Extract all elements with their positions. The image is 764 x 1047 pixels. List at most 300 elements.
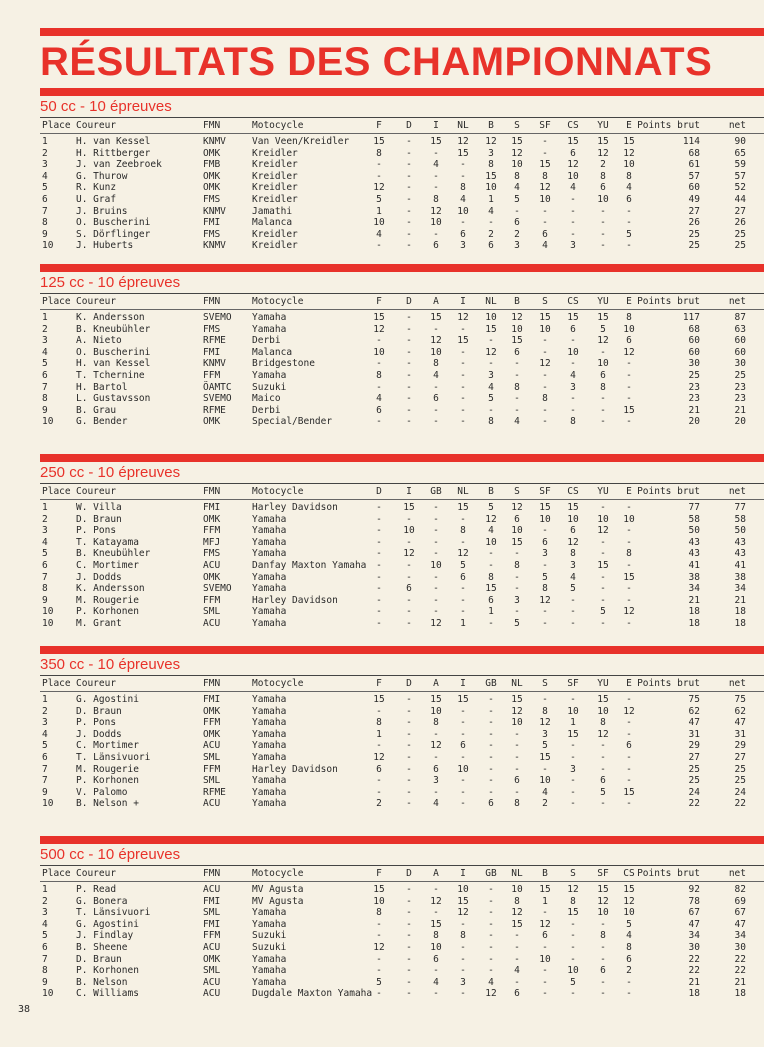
table-cell: Yamaha — [252, 740, 287, 752]
table-cell: 22 — [734, 798, 746, 810]
table-cell: Yamaha — [252, 965, 287, 977]
table-cell: J. Huberts — [76, 240, 134, 252]
table-cell: - — [570, 786, 576, 798]
table-cell: 69 — [734, 895, 746, 907]
table-cell: - — [542, 381, 548, 393]
table-cell: 6 — [542, 228, 548, 240]
table-cell: 10 — [539, 194, 551, 205]
table-cell: - — [542, 988, 548, 1000]
table-cell: - — [626, 502, 632, 513]
table-cell: - — [433, 594, 439, 606]
table-cell: - — [542, 606, 548, 618]
table-cell: 8 — [376, 717, 382, 729]
table-cell: U. Graf — [76, 194, 117, 205]
table-cell: - — [376, 786, 382, 798]
column-header: F — [376, 678, 382, 689]
table-cell: ACU — [203, 798, 221, 810]
column-header: F — [376, 296, 382, 307]
table-cell: - — [460, 583, 466, 595]
section-rule — [40, 865, 764, 866]
column-header: NL — [511, 678, 523, 689]
table-cell: - — [600, 416, 606, 428]
table-cell: 15 — [567, 728, 579, 740]
table-row — [40, 560, 764, 572]
table-cell: 15 — [485, 583, 497, 595]
column-header: S — [570, 868, 576, 879]
table-cell: Special/Bender — [252, 416, 333, 428]
table-row — [40, 148, 764, 160]
table-cell: M. Rougerie — [76, 594, 139, 606]
table-cell: Suzuki — [252, 930, 287, 942]
table-cell: - — [514, 786, 520, 798]
table-cell: 4 — [42, 728, 48, 740]
table-cell: 6 — [376, 763, 382, 775]
table-cell: - — [514, 752, 520, 763]
table-cell: W. Villa — [76, 502, 122, 513]
table-cell: J. van Zeebroek — [76, 159, 162, 171]
section-rule — [40, 293, 764, 294]
table-cell: 25 — [688, 775, 700, 787]
table-cell: 6 — [433, 763, 439, 775]
table-cell: 4 — [542, 240, 548, 252]
table-cell: 10 — [430, 217, 442, 229]
table-cell: 10 — [42, 606, 54, 618]
section-title: 50 cc - 10 épreuves — [40, 98, 172, 115]
table-cell: - — [433, 884, 439, 895]
column-header: Place — [42, 868, 71, 879]
table-cell: - — [406, 694, 412, 705]
results-section — [40, 454, 764, 636]
table-cell: - — [600, 594, 606, 606]
table-cell: - — [460, 159, 466, 171]
table-cell: SML — [203, 907, 221, 919]
table-cell: - — [570, 594, 576, 606]
table-cell: 27 — [688, 205, 700, 217]
table-cell: - — [626, 594, 632, 606]
table-row — [40, 382, 764, 394]
table-cell: B. Kneubühler — [76, 548, 151, 560]
table-cell: 6 — [514, 988, 520, 1000]
table-cell: 4 — [42, 536, 48, 548]
table-cell: G. Bonera — [76, 895, 128, 907]
table-cell: 5 — [514, 194, 520, 205]
table-cell: - — [542, 694, 548, 705]
table-cell: OMK — [203, 953, 221, 965]
column-header: E — [626, 678, 632, 689]
table-cell: 10 — [485, 312, 497, 323]
table-cell: 18 — [688, 618, 700, 629]
table-cell: - — [406, 606, 412, 618]
table-cell: 34 — [688, 930, 700, 942]
table-cell: MV Agusta — [252, 895, 304, 907]
table-cell: ACU — [203, 988, 221, 1000]
table-row — [40, 977, 764, 989]
column-header: Points brut — [637, 868, 700, 879]
table-cell: Yamaha — [252, 705, 287, 717]
column-header: Coureur — [76, 678, 117, 689]
table-cell: 8 — [488, 159, 494, 171]
table-cell: - — [626, 775, 632, 787]
table-cell: - — [488, 752, 494, 763]
table-cell: 3 — [42, 907, 48, 919]
table-cell: OMK — [203, 705, 221, 717]
table-cell: - — [460, 170, 466, 182]
column-header: CS — [567, 120, 579, 131]
table-cell: 1 — [488, 194, 494, 205]
column-header: net — [728, 486, 746, 497]
table-cell: 30 — [734, 942, 746, 953]
table-cell: 4 — [570, 370, 576, 381]
table-cell: 10 — [623, 907, 635, 919]
table-cell: - — [626, 358, 632, 370]
table-cell: FMI — [203, 918, 221, 930]
table-cell: 1 — [376, 205, 382, 217]
column-header: Motocycle — [252, 120, 304, 131]
column-header: Points brut — [637, 486, 700, 497]
table-cell: 25 — [734, 240, 746, 252]
table-cell: - — [433, 536, 439, 548]
table-cell: - — [570, 217, 576, 229]
table-row — [40, 606, 764, 618]
table-cell: 4 — [626, 930, 632, 942]
table-cell: 10 — [567, 965, 579, 977]
table-cell: KNMV — [203, 358, 226, 370]
table-cell: 10 — [597, 358, 609, 370]
table-cell: C. Williams — [76, 988, 139, 1000]
table-cell: 12 — [430, 335, 442, 347]
column-header: I — [460, 868, 466, 879]
table-cell: Maico — [252, 393, 281, 405]
table-cell: 10 — [373, 346, 385, 358]
table-row — [40, 954, 764, 966]
table-row — [40, 583, 764, 595]
table-cell: FFM — [203, 370, 221, 381]
table-cell: 2 — [376, 798, 382, 810]
table-row — [40, 548, 764, 560]
table-cell: - — [542, 907, 548, 919]
table-cell: 3 — [42, 525, 48, 537]
table-cell: - — [406, 775, 412, 787]
table-cell: 15 — [623, 884, 635, 895]
table-cell: - — [376, 548, 382, 560]
column-header: Coureur — [76, 486, 117, 497]
table-cell: Dugdale Maxton Yamaha — [252, 988, 373, 1000]
table-cell: 10 — [567, 705, 579, 717]
table-cell: - — [460, 717, 466, 729]
table-cell: - — [376, 381, 382, 393]
table-cell: - — [406, 335, 412, 347]
table-cell: - — [514, 976, 520, 988]
column-header: Coureur — [76, 120, 117, 131]
table-cell: - — [542, 416, 548, 428]
table-cell: 12 — [511, 907, 523, 919]
table-cell: 8 — [488, 571, 494, 583]
table-row — [40, 335, 764, 347]
table-cell: 12 — [430, 740, 442, 752]
table-cell: SML — [203, 775, 221, 787]
table-cell: 2 — [514, 228, 520, 240]
table-cell: 21 — [688, 404, 700, 416]
table-cell: - — [406, 884, 412, 895]
table-cell: T. Länsivuori — [76, 907, 151, 919]
table-cell: - — [406, 717, 412, 729]
table-cell: - — [433, 404, 439, 416]
table-cell: Harley Davidson — [252, 594, 338, 606]
table-cell: FMI — [203, 217, 221, 229]
table-cell: 1 — [542, 895, 548, 907]
table-cell: 12 — [539, 358, 551, 370]
table-cell: - — [433, 907, 439, 919]
table-cell: - — [406, 182, 412, 194]
table-cell: - — [406, 705, 412, 717]
table-cell: - — [406, 740, 412, 752]
table-row — [40, 618, 764, 630]
table-cell: - — [626, 393, 632, 405]
table-cell: 10 — [42, 618, 54, 629]
table-cell: 3 — [488, 370, 494, 381]
table-cell: 1 — [488, 606, 494, 618]
section-red-bar — [40, 646, 764, 654]
table-cell: 15 — [511, 694, 523, 705]
table-cell: 8 — [460, 930, 466, 942]
column-header: B — [514, 296, 520, 307]
table-header — [40, 486, 764, 498]
table-cell: K. Andersson — [76, 583, 145, 595]
table-cell: 21 — [688, 976, 700, 988]
table-row — [40, 217, 764, 229]
table-cell: 8 — [433, 930, 439, 942]
table-cell: - — [376, 159, 382, 171]
table-cell: 15 — [511, 136, 523, 147]
table-cell: 9 — [42, 594, 48, 606]
table-cell: 41 — [688, 560, 700, 571]
table-cell: Derbi — [252, 335, 281, 347]
table-cell: - — [406, 786, 412, 798]
table-cell: 4 — [488, 381, 494, 393]
table-cell: FFM — [203, 763, 221, 775]
table-cell: Yamaha — [252, 370, 287, 381]
column-header: Motocycle — [252, 868, 304, 879]
table-cell: 12 — [597, 525, 609, 537]
table-cell: 4 — [460, 194, 466, 205]
table-cell: 10 — [430, 705, 442, 717]
table-cell: 15 — [623, 571, 635, 583]
table-cell: - — [433, 988, 439, 1000]
table-cell: 7 — [42, 775, 48, 787]
column-header: FMN — [203, 678, 221, 689]
table-cell: 29 — [734, 740, 746, 752]
table-cell: 4 — [514, 965, 520, 977]
table-cell: 57 — [688, 170, 700, 182]
table-cell: 12 — [567, 884, 579, 895]
table-cell: G. Agostini — [76, 918, 139, 930]
table-cell: 10 — [373, 217, 385, 229]
table-cell: Yamaha — [252, 798, 287, 810]
table-cell: 2 — [42, 147, 48, 159]
table-cell: L. Gustavsson — [76, 393, 151, 405]
table-cell: - — [406, 228, 412, 240]
table-cell: 114 — [682, 136, 700, 147]
table-cell: - — [542, 404, 548, 416]
table-cell: - — [406, 205, 412, 217]
table-cell: 12 — [511, 705, 523, 717]
table-cell: - — [433, 571, 439, 583]
table-cell: - — [600, 953, 606, 965]
table-cell: Yamaha — [252, 752, 287, 763]
table-cell: - — [460, 953, 466, 965]
table-cell: - — [488, 560, 494, 571]
table-cell: - — [376, 918, 382, 930]
table-cell: OMK — [203, 571, 221, 583]
table-cell: - — [406, 240, 412, 252]
table-cell: - — [542, 763, 548, 775]
table-cell: 12 — [485, 346, 497, 358]
table-cell: 6 — [42, 194, 48, 205]
table-cell: 6 — [42, 942, 48, 953]
table-cell: - — [542, 560, 548, 571]
table-cell: - — [626, 728, 632, 740]
table-cell: 23 — [734, 381, 746, 393]
table-cell: 5 — [460, 560, 466, 571]
table-cell: 12 — [597, 147, 609, 159]
table-cell: - — [488, 786, 494, 798]
table-cell: - — [376, 606, 382, 618]
table-cell: 24 — [688, 786, 700, 798]
table-cell: - — [376, 502, 382, 513]
table-cell: - — [460, 705, 466, 717]
table-cell: Kreidler — [252, 182, 298, 194]
table-cell: - — [460, 381, 466, 393]
table-row — [40, 965, 764, 977]
table-cell: 15 — [511, 335, 523, 347]
table-cell: - — [626, 618, 632, 629]
column-header: B — [542, 868, 548, 879]
table-cell: 6 — [433, 240, 439, 252]
table-cell: 43 — [688, 548, 700, 560]
table-cell: Yamaha — [252, 976, 287, 988]
column-header: D — [406, 120, 412, 131]
table-cell: 12 — [511, 502, 523, 513]
table-cell: - — [460, 606, 466, 618]
table-cell: 68 — [688, 323, 700, 335]
table-cell: 12 — [457, 548, 469, 560]
table-cell: - — [570, 930, 576, 942]
table-cell: Malanca — [252, 217, 293, 229]
column-header: Place — [42, 296, 71, 307]
table-cell: 59 — [734, 159, 746, 171]
table-cell: B. Nelson — [76, 976, 128, 988]
table-cell: Derbi — [252, 404, 281, 416]
table-row — [40, 694, 764, 706]
table-cell: 15 — [539, 502, 551, 513]
table-cell: - — [600, 393, 606, 405]
table-cell: Yamaha — [252, 525, 287, 537]
table-cell: - — [433, 752, 439, 763]
table-cell: Suzuki — [252, 942, 287, 953]
table-cell: - — [433, 513, 439, 525]
table-cell: 18 — [688, 606, 700, 618]
table-cell: - — [488, 694, 494, 705]
table-cell: - — [376, 705, 382, 717]
table-cell: - — [626, 416, 632, 428]
table-cell: - — [376, 594, 382, 606]
table-cell: B. Grau — [76, 404, 117, 416]
column-header: F — [376, 120, 382, 131]
table-cell: - — [570, 358, 576, 370]
table-cell: - — [433, 228, 439, 240]
table-cell: - — [433, 525, 439, 537]
table-cell: 49 — [688, 194, 700, 205]
table-cell: 58 — [688, 513, 700, 525]
table-cell: - — [570, 752, 576, 763]
table-cell: 18 — [734, 618, 746, 629]
table-cell: M. Rougerie — [76, 763, 139, 775]
table-cell: 1 — [42, 312, 48, 323]
table-cell: 62 — [734, 705, 746, 717]
table-cell: Kreidler — [252, 228, 298, 240]
column-header: A — [433, 868, 439, 879]
table-cell: 8 — [626, 548, 632, 560]
table-cell: 12 — [457, 907, 469, 919]
table-cell: 22 — [688, 798, 700, 810]
table-cell: 50 — [734, 525, 746, 537]
table-cell: 6 — [42, 370, 48, 381]
table-cell: 1 — [42, 884, 48, 895]
table-cell: 12 — [623, 705, 635, 717]
table-cell: 8 — [600, 170, 606, 182]
table-cell: 15 — [567, 907, 579, 919]
table-cell: 6 — [488, 798, 494, 810]
table-cell: 12 — [567, 536, 579, 548]
table-cell: 6 — [406, 583, 412, 595]
table-cell: 12 — [623, 606, 635, 618]
column-header: A — [433, 296, 439, 307]
table-cell: FFM — [203, 930, 221, 942]
column-header: F — [376, 868, 382, 879]
table-cell: FMS — [203, 323, 221, 335]
table-cell: - — [514, 606, 520, 618]
table-cell: 4 — [376, 228, 382, 240]
table-cell: OMK — [203, 513, 221, 525]
table-cell: M. Grant — [76, 618, 122, 629]
table-cell: 8 — [42, 393, 48, 405]
table-cell: - — [406, 798, 412, 810]
table-cell: 12 — [511, 312, 523, 323]
results-section — [40, 646, 764, 816]
table-cell: 12 — [623, 147, 635, 159]
table-cell: 6 — [570, 525, 576, 537]
table-cell: 10 — [42, 988, 54, 1000]
table-cell: - — [376, 930, 382, 942]
column-header: Points brut — [637, 120, 700, 131]
table-cell: 26 — [688, 217, 700, 229]
table-row — [40, 525, 764, 537]
table-cell: - — [570, 228, 576, 240]
table-cell: - — [626, 717, 632, 729]
table-cell: - — [406, 907, 412, 919]
table-cell: - — [460, 358, 466, 370]
table-cell: FMI — [203, 694, 221, 705]
table-cell: 9 — [42, 976, 48, 988]
section-rule — [40, 483, 764, 484]
table-cell: 68 — [688, 147, 700, 159]
table-cell: - — [406, 312, 412, 323]
table-cell: - — [626, 988, 632, 1000]
table-cell: - — [406, 381, 412, 393]
table-cell: 8 — [570, 416, 576, 428]
table-cell: - — [488, 358, 494, 370]
table-cell: D. Braun — [76, 705, 122, 717]
